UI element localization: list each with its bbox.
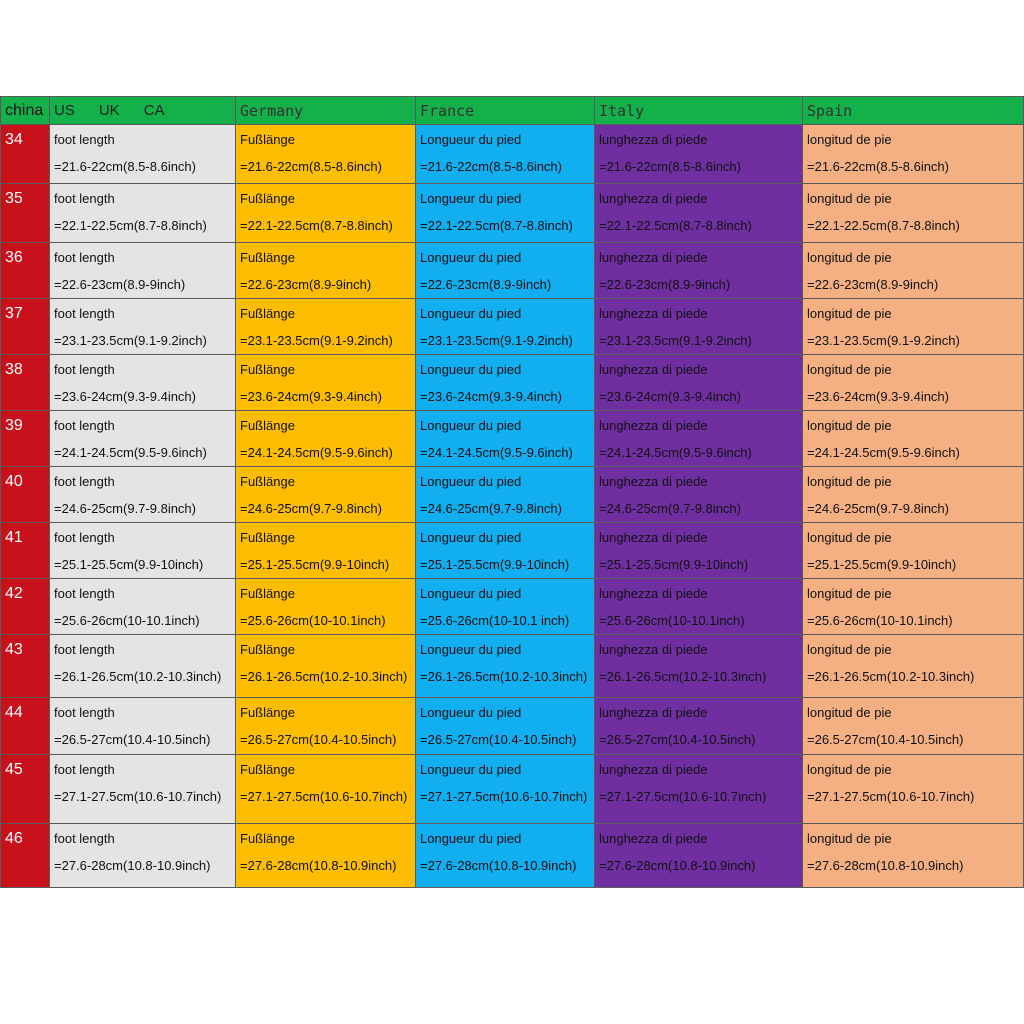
measure-cell-france bbox=[416, 243, 595, 299]
measure-label: longitud de pie bbox=[807, 474, 892, 489]
measure-cell-france bbox=[416, 411, 595, 467]
measure-value: =22.6-23cm(8.9-9inch) bbox=[420, 277, 552, 292]
size-cell: 46 bbox=[1, 824, 50, 888]
size-cell: 39 bbox=[1, 411, 50, 467]
measure-label: lunghezza di piede bbox=[599, 762, 708, 777]
measure-cell-us bbox=[50, 299, 236, 355]
measure-label: Longueur du pied bbox=[420, 642, 522, 657]
measure-value: =23.1-23.5cm(9.1-9.2inch) bbox=[420, 333, 573, 348]
measure-cell-us bbox=[50, 635, 236, 698]
measure-value: =26.5-27cm(10.4-10.5inch) bbox=[807, 732, 964, 747]
measure-label: longitud de pie bbox=[807, 586, 892, 601]
measure-value: =22.6-23cm(8.9-9inch) bbox=[807, 277, 939, 292]
measure-cell-germany bbox=[236, 579, 416, 635]
measure-cell-us bbox=[50, 355, 236, 411]
measure-cell-italy bbox=[595, 299, 803, 355]
measure-value: =25.6-26cm(10-10.1 inch) bbox=[420, 613, 570, 628]
measure-value: =22.1-22.5cm(8.7-8.8inch) bbox=[54, 218, 207, 233]
measure-value: =21.6-22cm(8.5-8.6inch) bbox=[807, 159, 949, 174]
measure-label: foot length bbox=[54, 705, 115, 720]
measure-value: =21.6-22cm(8.5-8.6inch) bbox=[54, 159, 196, 174]
measure-label: longitud de pie bbox=[807, 418, 892, 433]
measure-cell-italy bbox=[595, 579, 803, 635]
measure-cell-germany bbox=[236, 824, 416, 888]
measure-label: Fußlänge bbox=[240, 530, 295, 545]
measure-value: =26.1-26.5cm(10.2-10.3inch) bbox=[420, 669, 588, 684]
measure-cell-france bbox=[416, 755, 595, 824]
measure-value: =24.1-24.5cm(9.5-9.6inch) bbox=[240, 445, 393, 460]
measure-cell-italy bbox=[595, 755, 803, 824]
measure-value: =26.1-26.5cm(10.2-10.3inch) bbox=[599, 669, 767, 684]
measure-label: Longueur du pied bbox=[420, 831, 522, 846]
measure-label: Longueur du pied bbox=[420, 362, 522, 377]
measure-cell-spain bbox=[803, 184, 1024, 243]
size-cell: 43 bbox=[1, 635, 50, 698]
measure-label: lunghezza di piede bbox=[599, 250, 708, 265]
measure-value: =23.1-23.5cm(9.1-9.2inch) bbox=[599, 333, 752, 348]
measure-value: =22.6-23cm(8.9-9inch) bbox=[599, 277, 731, 292]
measure-value: =25.6-26cm(10-10.1inch) bbox=[54, 613, 200, 628]
measure-label: lunghezza di piede bbox=[599, 132, 708, 147]
header-spain: Spain bbox=[803, 97, 1024, 125]
measure-label: longitud de pie bbox=[807, 191, 892, 206]
measure-label: foot length bbox=[54, 831, 115, 846]
measure-label: foot length bbox=[54, 250, 115, 265]
measure-cell-italy bbox=[595, 635, 803, 698]
measure-value: =24.1-24.5cm(9.5-9.6inch) bbox=[599, 445, 752, 460]
size-cell: 42 bbox=[1, 579, 50, 635]
measure-cell-spain bbox=[803, 579, 1024, 635]
header-uk: UK bbox=[98, 102, 120, 119]
measure-cell-italy bbox=[595, 698, 803, 755]
measure-label: lunghezza di piede bbox=[599, 642, 708, 657]
measure-cell-france bbox=[416, 579, 595, 635]
measure-value: =27.6-28cm(10.8-10.9inch) bbox=[54, 858, 211, 873]
measure-cell-us bbox=[50, 523, 236, 579]
measure-value: =22.6-23cm(8.9-9inch) bbox=[240, 277, 372, 292]
measure-cell-italy bbox=[595, 411, 803, 467]
measure-cell-france bbox=[416, 635, 595, 698]
measure-value: =26.5-27cm(10.4-10.5inch) bbox=[240, 732, 397, 747]
measure-value: =25.6-26cm(10-10.1inch) bbox=[807, 613, 953, 628]
measure-label: longitud de pie bbox=[807, 132, 892, 147]
measure-label: Fußlänge bbox=[240, 306, 295, 321]
measure-value: =26.5-27cm(10.4-10.5inch) bbox=[54, 732, 211, 747]
measure-value: =24.6-25cm(9.7-9.8inch) bbox=[807, 501, 949, 516]
measure-label: Longueur du pied bbox=[420, 306, 522, 321]
measure-label: longitud de pie bbox=[807, 362, 892, 377]
measure-value: =23.1-23.5cm(9.1-9.2inch) bbox=[54, 333, 207, 348]
measure-cell-germany bbox=[236, 355, 416, 411]
measure-label: Fußlänge bbox=[240, 191, 295, 206]
measure-label: lunghezza di piede bbox=[599, 306, 708, 321]
measure-value: =26.5-27cm(10.4-10.5inch) bbox=[599, 732, 756, 747]
table-row bbox=[1, 523, 1024, 579]
measure-value: =25.1-25.5cm(9.9-10inch) bbox=[599, 557, 749, 572]
measure-value: =22.1-22.5cm(8.7-8.8inch) bbox=[807, 218, 960, 233]
size-cell: 45 bbox=[1, 755, 50, 824]
header-row bbox=[1, 97, 1024, 125]
measure-value: =25.6-26cm(10-10.1inch) bbox=[599, 613, 745, 628]
measure-label: lunghezza di piede bbox=[599, 530, 708, 545]
measure-value: =21.6-22cm(8.5-8.6inch) bbox=[240, 159, 382, 174]
measure-cell-france bbox=[416, 125, 595, 184]
measure-label: Fußlänge bbox=[240, 132, 295, 147]
measure-cell-germany bbox=[236, 523, 416, 579]
measure-cell-us bbox=[50, 243, 236, 299]
measure-cell-italy bbox=[595, 467, 803, 523]
measure-value: =23.6-24cm(9.3-9.4inch) bbox=[240, 389, 382, 404]
measure-value: =27.1-27.5cm(10.6-10.7inch) bbox=[599, 789, 767, 804]
measure-label: lunghezza di piede bbox=[599, 705, 708, 720]
header-ca: CA bbox=[143, 102, 165, 119]
measure-value: =23.6-24cm(9.3-9.4inch) bbox=[807, 389, 949, 404]
measure-cell-germany bbox=[236, 184, 416, 243]
measure-label: Fußlänge bbox=[240, 250, 295, 265]
size-cell: 34 bbox=[1, 125, 50, 184]
table-row bbox=[1, 579, 1024, 635]
measure-value: =22.1-22.5cm(8.7-8.8inch) bbox=[599, 218, 752, 233]
measure-label: Longueur du pied bbox=[420, 586, 522, 601]
measure-value: =24.1-24.5cm(9.5-9.6inch) bbox=[54, 445, 207, 460]
measure-value: =23.1-23.5cm(9.1-9.2inch) bbox=[807, 333, 960, 348]
measure-label: longitud de pie bbox=[807, 705, 892, 720]
measure-label: lunghezza di piede bbox=[599, 191, 708, 206]
measure-label: Longueur du pied bbox=[420, 705, 522, 720]
size-chart-table bbox=[0, 96, 1024, 888]
measure-value: =21.6-22cm(8.5-8.6inch) bbox=[599, 159, 741, 174]
size-cell: 41 bbox=[1, 523, 50, 579]
measure-label: foot length bbox=[54, 474, 115, 489]
measure-label: Longueur du pied bbox=[420, 132, 522, 147]
measure-cell-germany bbox=[236, 467, 416, 523]
measure-cell-spain bbox=[803, 125, 1024, 184]
chart-body bbox=[1, 125, 1024, 888]
measure-cell-italy bbox=[595, 355, 803, 411]
measure-label: longitud de pie bbox=[807, 250, 892, 265]
measure-label: Longueur du pied bbox=[420, 474, 522, 489]
measure-cell-us bbox=[50, 411, 236, 467]
measure-label: longitud de pie bbox=[807, 831, 892, 846]
measure-value: =27.6-28cm(10.8-10.9inch) bbox=[240, 858, 397, 873]
measure-value: =23.6-24cm(9.3-9.4inch) bbox=[599, 389, 741, 404]
table-row bbox=[1, 411, 1024, 467]
measure-value: =21.6-22cm(8.5-8.6inch) bbox=[420, 159, 562, 174]
measure-cell-france bbox=[416, 824, 595, 888]
table-row bbox=[1, 467, 1024, 523]
measure-cell-germany bbox=[236, 125, 416, 184]
measure-cell-germany bbox=[236, 635, 416, 698]
measure-cell-germany bbox=[236, 411, 416, 467]
measure-value: =24.1-24.5cm(9.5-9.6inch) bbox=[420, 445, 573, 460]
measure-value: =27.6-28cm(10.8-10.9inch) bbox=[420, 858, 577, 873]
measure-label: Fußlänge bbox=[240, 762, 295, 777]
header-france: France bbox=[416, 97, 595, 125]
measure-cell-germany bbox=[236, 755, 416, 824]
measure-label: foot length bbox=[54, 530, 115, 545]
measure-value: =26.1-26.5cm(10.2-10.3inch) bbox=[54, 669, 222, 684]
size-cell: 44 bbox=[1, 698, 50, 755]
measure-value: =23.6-24cm(9.3-9.4inch) bbox=[54, 389, 196, 404]
measure-cell-france bbox=[416, 467, 595, 523]
measure-value: =22.1-22.5cm(8.7-8.8inch) bbox=[240, 218, 393, 233]
measure-label: Longueur du pied bbox=[420, 762, 522, 777]
table-row bbox=[1, 299, 1024, 355]
measure-cell-germany bbox=[236, 243, 416, 299]
size-cell: 37 bbox=[1, 299, 50, 355]
measure-label: foot length bbox=[54, 418, 115, 433]
measure-value: =27.1-27.5cm(10.6-10.7inch) bbox=[240, 789, 408, 804]
measure-value: =25.1-25.5cm(9.9-10inch) bbox=[240, 557, 390, 572]
measure-cell-france bbox=[416, 698, 595, 755]
measure-value: =26.5-27cm(10.4-10.5inch) bbox=[420, 732, 577, 747]
measure-cell-spain bbox=[803, 523, 1024, 579]
measure-cell-italy bbox=[595, 523, 803, 579]
measure-cell-spain bbox=[803, 355, 1024, 411]
measure-label: Fußlänge bbox=[240, 362, 295, 377]
measure-cell-spain bbox=[803, 299, 1024, 355]
measure-value: =25.1-25.5cm(9.9-10inch) bbox=[420, 557, 570, 572]
measure-cell-spain bbox=[803, 635, 1024, 698]
header-us: US bbox=[54, 102, 75, 119]
measure-label: longitud de pie bbox=[807, 306, 892, 321]
table-row bbox=[1, 635, 1024, 698]
measure-cell-italy bbox=[595, 125, 803, 184]
table-row bbox=[1, 355, 1024, 411]
measure-label: foot length bbox=[54, 586, 115, 601]
measure-value: =24.1-24.5cm(9.5-9.6inch) bbox=[807, 445, 960, 460]
measure-value: =23.1-23.5cm(9.1-9.2inch) bbox=[240, 333, 393, 348]
table-row bbox=[1, 755, 1024, 824]
measure-label: lunghezza di piede bbox=[599, 586, 708, 601]
header-germany: Germany bbox=[236, 97, 416, 125]
measure-value: =27.1-27.5cm(10.6-10.7inch) bbox=[420, 789, 588, 804]
measure-label: Longueur du pied bbox=[420, 191, 522, 206]
measure-cell-france bbox=[416, 523, 595, 579]
measure-label: Fußlänge bbox=[240, 474, 295, 489]
table-row bbox=[1, 184, 1024, 243]
size-cell: 38 bbox=[1, 355, 50, 411]
measure-value: =25.6-26cm(10-10.1inch) bbox=[240, 613, 386, 628]
measure-label: Longueur du pied bbox=[420, 530, 522, 545]
table-row bbox=[1, 125, 1024, 184]
measure-label: longitud de pie bbox=[807, 642, 892, 657]
measure-value: =27.6-28cm(10.8-10.9inch) bbox=[807, 858, 964, 873]
measure-value: =27.1-27.5cm(10.6-10.7inch) bbox=[54, 789, 222, 804]
measure-label: foot length bbox=[54, 762, 115, 777]
table-row bbox=[1, 243, 1024, 299]
size-cell: 36 bbox=[1, 243, 50, 299]
measure-label: lunghezza di piede bbox=[599, 831, 708, 846]
header-china: china bbox=[1, 97, 50, 125]
measure-value: =26.1-26.5cm(10.2-10.3inch) bbox=[807, 669, 975, 684]
measure-cell-france bbox=[416, 299, 595, 355]
measure-value: =25.1-25.5cm(9.9-10inch) bbox=[807, 557, 957, 572]
measure-cell-germany bbox=[236, 299, 416, 355]
measure-value: =25.1-25.5cm(9.9-10inch) bbox=[54, 557, 204, 572]
measure-label: foot length bbox=[54, 132, 115, 147]
measure-cell-italy bbox=[595, 824, 803, 888]
measure-value: =26.1-26.5cm(10.2-10.3inch) bbox=[240, 669, 408, 684]
measure-label: foot length bbox=[54, 642, 115, 657]
table-row bbox=[1, 698, 1024, 755]
measure-cell-us bbox=[50, 824, 236, 888]
measure-cell-us bbox=[50, 698, 236, 755]
measure-label: Fußlänge bbox=[240, 705, 295, 720]
table-row bbox=[1, 824, 1024, 888]
measure-label: Fußlänge bbox=[240, 586, 295, 601]
measure-cell-us bbox=[50, 125, 236, 184]
measure-label: longitud de pie bbox=[807, 530, 892, 545]
size-cell: 40 bbox=[1, 467, 50, 523]
size-cell: 35 bbox=[1, 184, 50, 243]
measure-cell-france bbox=[416, 355, 595, 411]
measure-cell-spain bbox=[803, 824, 1024, 888]
measure-label: lunghezza di piede bbox=[599, 362, 708, 377]
measure-cell-germany bbox=[236, 698, 416, 755]
measure-label: Fußlänge bbox=[240, 418, 295, 433]
measure-value: =24.6-25cm(9.7-9.8inch) bbox=[240, 501, 382, 516]
measure-label: Longueur du pied bbox=[420, 418, 522, 433]
measure-value: =23.6-24cm(9.3-9.4inch) bbox=[420, 389, 562, 404]
measure-cell-us bbox=[50, 579, 236, 635]
measure-label: longitud de pie bbox=[807, 762, 892, 777]
measure-cell-us bbox=[50, 467, 236, 523]
measure-value: =22.6-23cm(8.9-9inch) bbox=[54, 277, 186, 292]
measure-label: foot length bbox=[54, 191, 115, 206]
measure-cell-spain bbox=[803, 411, 1024, 467]
measure-cell-spain bbox=[803, 698, 1024, 755]
measure-cell-italy bbox=[595, 184, 803, 243]
header-us-uk-ca bbox=[50, 97, 236, 125]
measure-value: =22.1-22.5cm(8.7-8.8inch) bbox=[420, 218, 573, 233]
header-italy: Italy bbox=[595, 97, 803, 125]
measure-cell-us bbox=[50, 184, 236, 243]
measure-label: Longueur du pied bbox=[420, 250, 522, 265]
measure-cell-spain bbox=[803, 467, 1024, 523]
measure-cell-france bbox=[416, 184, 595, 243]
measure-label: foot length bbox=[54, 362, 115, 377]
measure-label: lunghezza di piede bbox=[599, 474, 708, 489]
measure-cell-spain bbox=[803, 243, 1024, 299]
measure-value: =27.1-27.5cm(10.6-10.7inch) bbox=[807, 789, 975, 804]
measure-value: =27.6-28cm(10.8-10.9inch) bbox=[599, 858, 756, 873]
measure-cell-italy bbox=[595, 243, 803, 299]
measure-value: =24.6-25cm(9.7-9.8inch) bbox=[420, 501, 562, 516]
measure-label: lunghezza di piede bbox=[599, 418, 708, 433]
measure-label: Fußlänge bbox=[240, 642, 295, 657]
measure-value: =24.6-25cm(9.7-9.8inch) bbox=[54, 501, 196, 516]
measure-cell-spain bbox=[803, 755, 1024, 824]
measure-value: =24.6-25cm(9.7-9.8inch) bbox=[599, 501, 741, 516]
measure-label: Fußlänge bbox=[240, 831, 295, 846]
measure-label: foot length bbox=[54, 306, 115, 321]
measure-cell-us bbox=[50, 755, 236, 824]
